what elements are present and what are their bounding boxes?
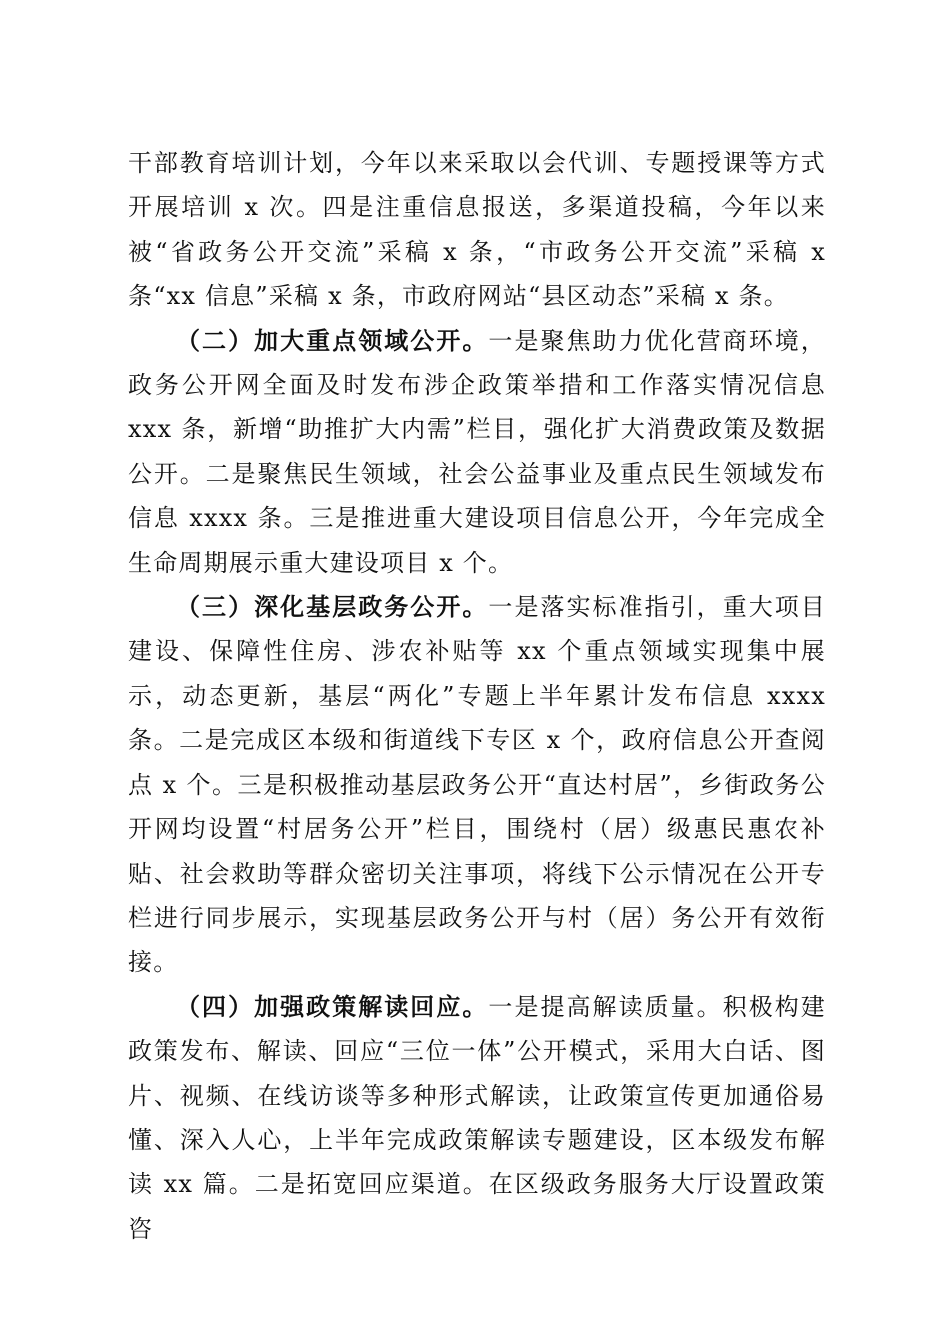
- section-heading-key-areas: （二）加大重点领域公开。: [176, 326, 489, 355]
- paragraph-text: 一是聚焦助力优化营商环境，政务公开网全面及时发布涉企政策举措和工作落实情况信息 xxx 条，新增“助推扩大内需”栏目，强化扩大消费政策及数据公开。二是聚焦民生领域，社会公益事业及重点民生领域发布信息 xxxx 条。三是推进重大建设项目信息公开，今年完成全生命周期展示重大建设项目 x 个。: [128, 326, 826, 577]
- paragraph-text: 一是落实标准指引，重大项目建设、保障性住房、涉农补贴等 xx 个重点领域实现集中展示，动态更新，基层“两化”专题上半年累计发布信息 xxxx 条。二是完成区本级和街道线下专区 x 个，政府信息公开查阅点 x 个。三是积极推动基层政务公开“直达村居”，乡街政务公开网均设置“村居务公开”栏目，围绕村（居）级惠民惠农补贴、社会救助等群众密切关注事项，将线下公示情况在公开专栏进行同步展示，实现基层政务公开与村（居）务公开有效衔接。: [128, 593, 826, 977]
- paragraph-text: 干部教育培训计划，今年以来采取以会代训、专题授课等方式开展培训 x 次。四是注重信息报送，多渠道投稿，今年以来被“省政务公开交流”采稿 x 条，“市政务公开交流”采稿 x 条“xx 信息”采稿 x 条，市政府网站“县区动态”采稿 x 条。: [128, 149, 826, 311]
- paragraph-training-and-info: [128, 141, 826, 319]
- document-body: [128, 141, 826, 1251]
- paragraph-grassroots: [128, 585, 826, 985]
- section-heading-policy-interpretation: （四）加强政策解读回应。: [176, 992, 489, 1021]
- section-heading-grassroots: （三）深化基层政务公开。: [176, 593, 489, 622]
- paragraph-text: 一是提高解读质量。积极构建政策发布、解读、回应“三位一体”公开模式，采用大白话、图片、视频、在线访谈等多种形式解读，让政策宣传更加通俗易懂、深入人心，上半年完成政策解读专题建设，区本级发布解读 xx 篇。二是拓宽回应渠道。在区级政务服务大厅设置政策咨: [128, 992, 826, 1243]
- paragraph-policy-interpretation: [128, 985, 826, 1251]
- paragraph-key-areas: [128, 319, 826, 585]
